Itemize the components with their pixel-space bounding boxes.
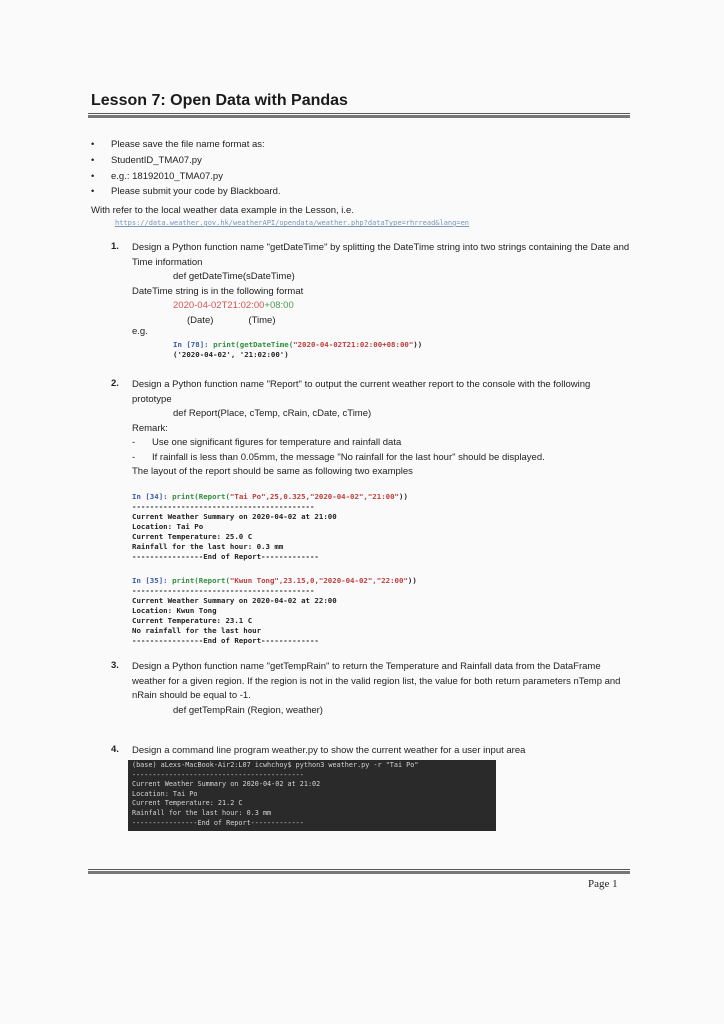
q2-remark-item: - If rainfall is less than 0.05mm, the message "No rainfall for the last hour" should be displayed. [132, 451, 545, 463]
q1-number: 1. [111, 241, 119, 252]
q1-section [132, 241, 630, 328]
intro-text: With refer to the local weather data example in the Lesson, i.e. [91, 205, 354, 216]
q1-eg: e.g. [132, 326, 148, 337]
list-item: • Please submit your code by Blackboard. [91, 184, 281, 200]
q2-number: 2. [111, 378, 119, 389]
q1-format-label: DateTime string is in the following format [132, 285, 304, 297]
list-item: • Please save the file name format as: [91, 137, 281, 153]
q3-number: 3. [111, 660, 119, 671]
terminal-screenshot: (base) aLexs-MacBook-Air2:L07 icwhchoy$ python3 weather.py -r "Tai Po" ------------------------------------------ Current Weather Summary on 2020-04-02 at 21:02 Location: Tai Po Current Temperature: 21.2 C Rainfall for the last hour: 0.3 mm ----------------End of Report------------- [128, 760, 496, 831]
q2-section [132, 378, 630, 480]
q3-section [132, 660, 630, 718]
bullet-icon: • [91, 139, 95, 150]
bullet-icon: • [91, 154, 95, 166]
list-item: • e.g.: 18192010_TMA07.py [91, 169, 281, 185]
weather-api-link[interactable]: https://data.weather.gov.hk/weatherAPI/opendata/weather.php?dataType=rhrread&lang=en [115, 219, 470, 227]
q2-remark-item: - Use one significant figures for temperature and rainfall data [132, 437, 402, 448]
q2-example-2: In [35]: print(Report("Kwun Tong",23.15,0,"2020-04-02","22:00")) ----------------------------------------- Current Weather Summary on 2020-04-02 at 22:00 Location: Kwun Tong Current Temperature: 23.1 C No rainfall for the last hour ----------------End of Report------------- [132, 576, 417, 645]
footer-divider [88, 869, 630, 874]
q4-text: Design a command line program weather.py to show the current weather for a user input area [132, 745, 526, 756]
instructions-list [91, 137, 281, 200]
q1-def: def getDateTime(sDateTime) [173, 271, 295, 282]
title-divider [88, 113, 630, 118]
q2-layout-text: The layout of the report should be same as following two examples [132, 466, 413, 477]
q4-number: 4. [111, 744, 119, 755]
page-title: Lesson 7: Open Data with Pandas [91, 92, 348, 109]
q1-format-legend: (Date) (Time) [187, 314, 276, 326]
q1-code-example: In [78]: print(getDateTime("2020-04-02T21:02:00+08:00")) ('2020-04-02', '21:02:00') [173, 340, 423, 359]
q3-def: def getTempRain (Region, weather) [173, 704, 323, 716]
q3-text: Design a Python function name "getTempRain" to return the Temperature and Rainfall data from the DataFrame weather for a given region. If the region is not in the valid region list, the value for both return parameters nTemp and nRain should be equal to -1. [132, 661, 621, 701]
q2-remark: Remark: [132, 422, 168, 434]
bullet-icon: • [91, 186, 95, 198]
q2-example-1: In [34]: print(Report("Tai Po",25,0.325,"2020-04-02","21:00")) ----------------------------------------- Current Weather Summary on 2020-04-02 at 21:00 Location: Tai Po Current Temperature: 25.0 C Rainfall for the last hour: 0.3 mm ----------------End of Report------------- [132, 492, 408, 561]
q2-text: Design a Python function name "Report" to output the current weather report to the console with the following prototype [132, 379, 591, 405]
page-number: Page 1 [588, 878, 618, 890]
bullet-icon: • [91, 170, 95, 182]
q1-text: Design a Python function name "getDateTime" by splitting the DateTime string into two strings containing the Date and Time information [132, 242, 630, 268]
q2-def: def Report(Place, cTemp, cRain, cDate, cTime) [173, 408, 372, 419]
q1-format: 2020-04-02T21:02:00+08:00 [173, 300, 294, 311]
list-item: • StudentID_TMA07.py [91, 153, 281, 169]
